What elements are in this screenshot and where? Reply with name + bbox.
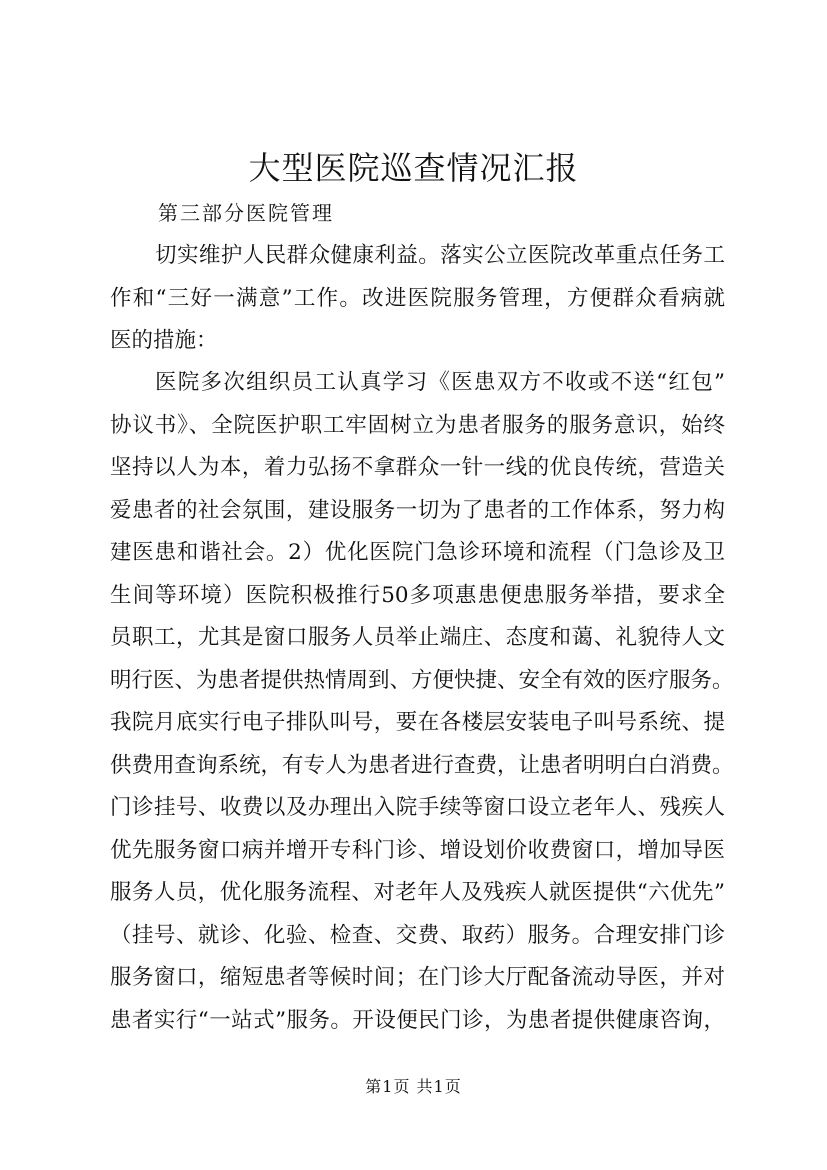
paragraph-line: 明行医、为患者提供热情周到、方便快捷、安全有效的医疗服务。 [110, 668, 734, 693]
paragraph-line: 协议书》、全院医护职工牢固树立为患者服务的服务意识，始终 [110, 413, 725, 438]
paragraph-line: 生间等环境）医院积极推行50多项惠患便患服务举措，要求全 [110, 583, 725, 608]
page-footer: 第1页 共1页 [365, 1077, 462, 1096]
paragraph-line: （挂号、就诊、化验、检查、交费、取药）服务。合理安排门诊 [110, 923, 725, 948]
paragraph-line: 切实维护人民群众健康利益。落实公立医院改革重点任务工 [155, 243, 725, 268]
document-title: 大型医院巡查情况汇报 [248, 149, 579, 187]
paragraph-line: 供费用查询系统，有专人为患者进行查费，让患者明明白白消费。 [110, 753, 734, 778]
paragraph-line: 我院月底实行电子排队叫号，要在各楼层安装电子叫号系统、提 [110, 710, 725, 735]
paragraph-line: 服务人员，优化服务流程、对老年人及残疾人就医提供“六优先” [110, 880, 725, 905]
paragraph-line: 坚持以人为本，着力弘扬不拿群众一针一线的优良传统，营造关 [110, 455, 725, 480]
section-heading: 第三部分医院管理 [158, 201, 334, 225]
paragraph-line: 患者实行“一站式”服务。开设便民门诊，为患者提供健康咨询， [110, 1008, 725, 1033]
paragraph-line: 医院多次组织员工认真学习《医患双方不收或不送“红包” [155, 370, 725, 395]
paragraph-line: 医的措施： [110, 328, 218, 353]
paragraph-line: 爱患者的社会氛围，建设服务一切为了患者的工作体系，努力构 [110, 498, 725, 523]
paragraph-line: 员职工，尤其是窗口服务人员举止端庄、态度和蔼、礼貌待人文 [110, 625, 725, 650]
paragraph-line: 服务窗口，缩短患者等候时间；在门诊大厅配备流动导医，并对 [110, 965, 725, 990]
paragraph-line: 门诊挂号、收费以及办理出入院手续等窗口设立老年人、残疾人 [110, 795, 725, 820]
paragraph-line: 作和“三好一满意”工作。改进医院服务管理，方便群众看病就 [110, 286, 725, 311]
paragraph-line: 建医患和谐社会。2）优化医院门急诊环境和流程（门急诊及卫 [110, 540, 725, 565]
paragraph-line: 优先服务窗口病并增开专科门诊、增设划价收费窗口，增加导医 [110, 838, 725, 863]
